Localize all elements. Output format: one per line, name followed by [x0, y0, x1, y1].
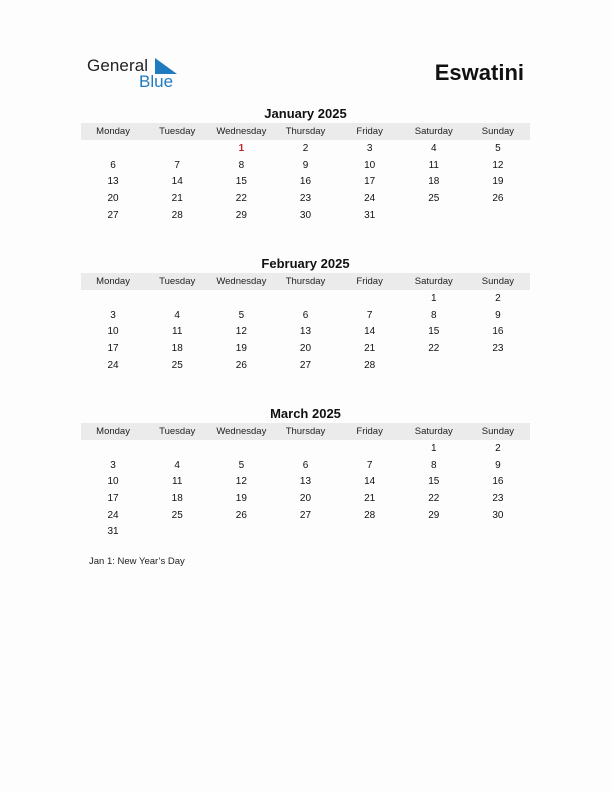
month-title: March 2025 [270, 406, 341, 421]
day-cell: 25 [171, 359, 183, 371]
weekday-label: Monday [96, 426, 130, 437]
day-cell: 5 [238, 309, 245, 321]
day-cell: 25 [428, 192, 440, 204]
day-cell: 16 [492, 476, 504, 488]
month-calendar [81, 256, 530, 373]
day-cell: 14 [364, 476, 376, 488]
weekday-label: Monday [96, 276, 130, 287]
weekday-label: Friday [356, 426, 383, 437]
week-row [81, 307, 530, 324]
day-cell: 5 [238, 459, 245, 471]
day-cell: 14 [364, 326, 376, 338]
day-cell: 6 [110, 159, 116, 171]
day-cell: 15 [428, 326, 440, 338]
day-cell: 14 [171, 176, 183, 188]
day-cell: 21 [364, 342, 376, 354]
day-cell: 2 [495, 292, 501, 304]
week-row [81, 207, 530, 224]
holiday-notes [89, 556, 185, 567]
day-cell: 18 [171, 492, 183, 504]
week-row [81, 440, 530, 457]
day-cell: 2 [302, 142, 309, 154]
day-cell: 30 [299, 209, 312, 221]
brand-logo [87, 56, 187, 92]
day-cell: 26 [235, 359, 247, 371]
day-cell: 22 [235, 192, 247, 204]
day-cell: 7 [174, 159, 180, 171]
day-cell: 8 [430, 309, 437, 321]
week-row [81, 323, 530, 340]
day-cell: 3 [110, 309, 116, 321]
week-row [81, 507, 530, 524]
weekday-label: Tuesday [159, 276, 196, 287]
day-cell: 11 [172, 326, 183, 338]
week-row [81, 190, 530, 207]
day-cell: 8 [238, 159, 245, 171]
day-cell: 12 [492, 159, 504, 171]
weekday-label: Monday [96, 126, 130, 137]
weekday-label: Saturday [414, 426, 453, 437]
week-row [81, 523, 530, 540]
weekday-label: Sunday [481, 426, 515, 437]
day-cell: 17 [107, 342, 119, 354]
holiday-note: Jan 1: New Year’s Day [89, 556, 185, 567]
day-cell: 27 [299, 359, 312, 371]
day-cell: 26 [235, 509, 247, 521]
day-cell: 4 [174, 309, 180, 321]
day-cell: 11 [172, 476, 183, 488]
day-cell: 1 [430, 442, 437, 454]
day-cell: 21 [364, 492, 376, 504]
logo-word-blue: Blue [139, 72, 174, 91]
day-cell: 28 [364, 509, 376, 521]
day-cell: 9 [495, 309, 501, 321]
day-cell: 13 [107, 176, 119, 188]
day-cell: 1 [238, 142, 245, 154]
day-cell: 15 [428, 476, 440, 488]
day-cell: 24 [107, 359, 119, 371]
day-cell: 12 [235, 476, 247, 488]
day-cell: 13 [299, 326, 312, 338]
week-row [81, 173, 530, 190]
day-cell: 30 [492, 509, 504, 521]
day-cell: 9 [302, 159, 309, 171]
weekday-header-row [81, 123, 530, 140]
day-cell: 12 [235, 326, 247, 338]
weekday-label: Sunday [481, 126, 515, 137]
weekday-label: Wednesday [216, 426, 267, 437]
day-cell: 19 [235, 492, 247, 504]
day-cell: 23 [492, 342, 504, 354]
day-cell: 2 [495, 442, 501, 454]
weekday-header-row [81, 273, 530, 290]
day-cell: 17 [364, 176, 376, 188]
week-row [81, 157, 530, 174]
day-cell: 29 [235, 209, 247, 221]
day-cell: 27 [107, 209, 119, 221]
week-row [81, 457, 530, 474]
day-cell: 31 [364, 209, 376, 221]
month-calendar [81, 106, 530, 223]
weekday-header-row [81, 423, 530, 440]
logo-word-general: General [87, 56, 149, 75]
day-cell: 10 [107, 326, 119, 338]
day-cell: 18 [171, 342, 183, 354]
week-row [81, 290, 530, 307]
month-calendar [81, 406, 530, 540]
day-cell: 18 [428, 176, 440, 188]
day-cell: 19 [235, 342, 247, 354]
day-cell: 28 [364, 359, 376, 371]
day-cell: 20 [299, 492, 312, 504]
day-cell: 4 [174, 459, 180, 471]
week-row [81, 340, 530, 357]
day-cell: 8 [430, 459, 437, 471]
day-cell: 24 [107, 509, 119, 521]
weekday-label: Thursday [285, 276, 326, 287]
day-cell: 16 [492, 326, 504, 338]
day-cell: 1 [430, 292, 437, 304]
day-cell: 22 [428, 492, 440, 504]
day-cell: 15 [235, 176, 247, 188]
weekday-label: Wednesday [216, 126, 267, 137]
day-cell: 16 [299, 176, 312, 188]
day-cell: 20 [299, 342, 312, 354]
day-cell: 26 [492, 192, 504, 204]
day-cell: 23 [299, 192, 312, 204]
day-cell: 10 [364, 159, 376, 171]
day-cell: 5 [495, 142, 501, 154]
weekday-label: Saturday [414, 276, 453, 287]
day-cell: 31 [107, 526, 119, 538]
weekday-label: Saturday [414, 126, 453, 137]
weekday-label: Tuesday [159, 126, 196, 137]
day-cell: 29 [428, 509, 440, 521]
day-cell: 25 [171, 509, 183, 521]
day-cell: 23 [492, 492, 504, 504]
week-row [81, 357, 530, 374]
day-cell: 11 [428, 159, 439, 171]
day-cell: 4 [430, 142, 437, 154]
weekday-label: Friday [356, 276, 383, 287]
day-cell: 19 [492, 176, 504, 188]
week-row [81, 140, 530, 157]
day-cell: 22 [428, 342, 440, 354]
week-row [81, 490, 530, 507]
week-row [81, 473, 530, 490]
country-title: Eswatini [434, 60, 524, 85]
day-cell: 28 [171, 209, 183, 221]
day-cell: 6 [302, 309, 309, 321]
day-cell: 27 [299, 509, 312, 521]
month-title: January 2025 [264, 106, 347, 121]
weekday-label: Thursday [285, 126, 326, 137]
day-cell: 6 [302, 459, 309, 471]
day-cell: 7 [366, 459, 373, 471]
day-cell: 21 [171, 192, 183, 204]
day-cell: 10 [107, 476, 119, 488]
day-cell: 3 [110, 459, 116, 471]
weekday-label: Tuesday [159, 426, 196, 437]
day-cell: 24 [364, 192, 376, 204]
weekday-label: Wednesday [216, 276, 267, 287]
day-cell: 7 [366, 309, 373, 321]
weekday-label: Friday [356, 126, 383, 137]
day-cell: 9 [495, 459, 501, 471]
day-cell: 3 [366, 142, 373, 154]
month-title: February 2025 [261, 256, 350, 271]
weekday-label: Thursday [285, 426, 326, 437]
day-cell: 17 [107, 492, 119, 504]
day-cell: 20 [107, 192, 119, 204]
weekday-label: Sunday [481, 276, 515, 287]
day-cell: 13 [299, 476, 312, 488]
